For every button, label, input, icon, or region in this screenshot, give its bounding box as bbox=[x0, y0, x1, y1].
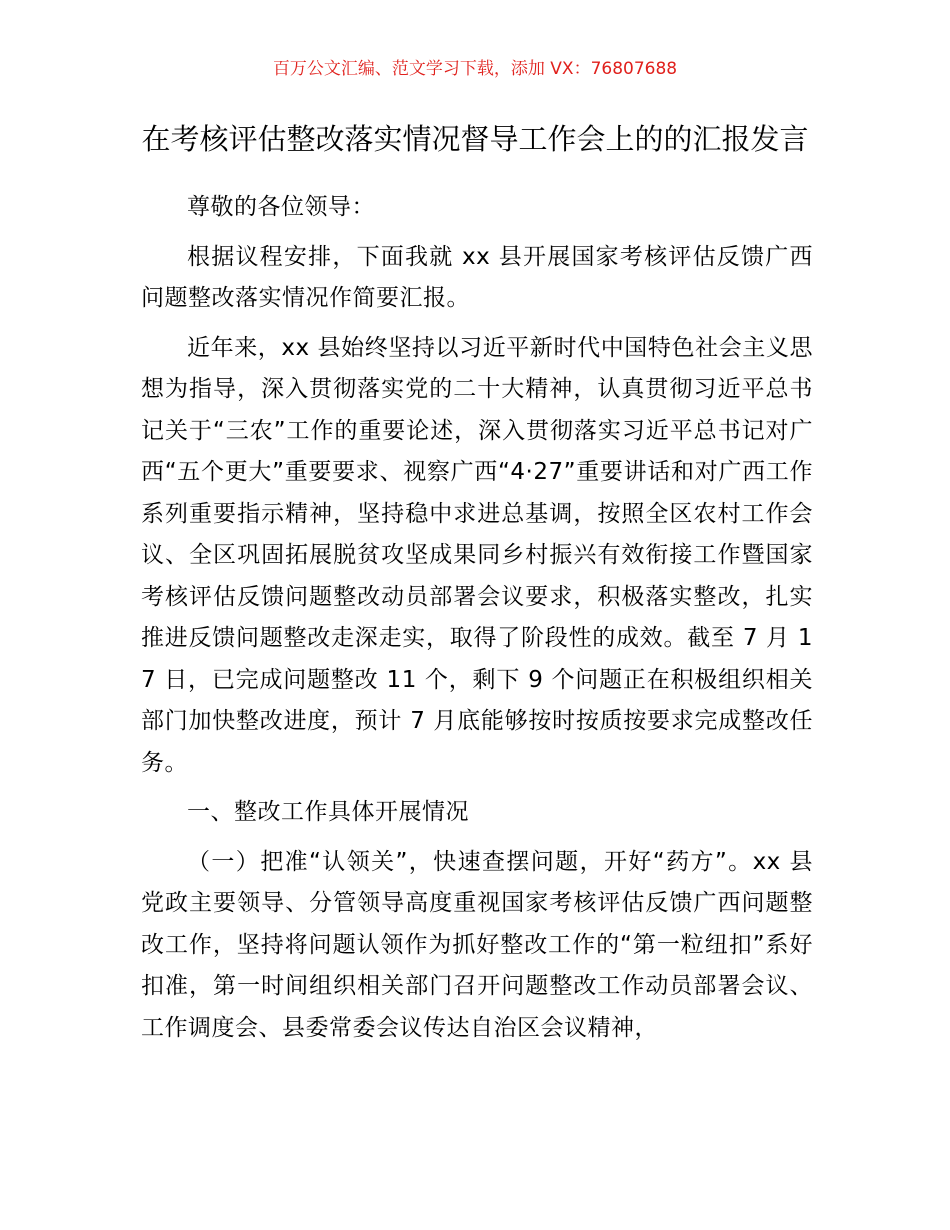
document-body bbox=[141, 187, 813, 1057]
intro-paragraph: 根据议程安排，下面我就 xx 县开展国家考核评估反馈广西问题整改落实情况作简要汇报。 bbox=[141, 243, 813, 311]
section-heading-1: 一、整改工作具体开展情况 bbox=[187, 799, 469, 825]
document-title: 在考核评估整改落实情况督导工作会上的的汇报发言 bbox=[141, 122, 809, 156]
header-promo-note: 百万公文汇编、范文学习下载，添加 VX：76807688 bbox=[272, 59, 678, 79]
background-paragraph: 近年来，xx 县始终坚持以习近平新时代中国特色社会主义思想为指导，深入贯彻落实党的二十大精神，认真贯彻习近平总书记关于“三农”工作的重要论述，深入贯彻落实习近平总书记对广西“五个更大”重要要求、视察广西“4·27”重要讲话和对广西工作系列重要指示精神，坚持稳中求进总基调，按照全区农村工作会议、全区巩固拓展脱贫攻坚成果同乡村振兴有效衔接工作暨国家考核评估反馈问题整改动员部署会议要求，积极落实整改，扎实推进反馈问题整改走深走实，取得了阶段性的成效。截至 7 月 17 日，已完成问题整改 11 个，剩下 9 个问题正在积极组织相关部门加快整改进度，预计 7 月底能够按时按质按要求完成整改任务。 bbox=[141, 334, 813, 776]
subsection-paragraph-1: （一）把准“认领关”，快速查摆问题，开好“药方”。xx 县党政主要领导、分管领导高度重视国家考核评估反馈广西问题整改工作，坚持将问题认领作为抓好整改工作的“第一粒纽扣”系好扣准，第一时间组织相关部门召开问题整改工作动员部署会议、工作调度会、县委常委会议传达自治区会议精神， bbox=[141, 848, 813, 1041]
salutation-paragraph: 尊敬的各位领导： bbox=[187, 194, 375, 220]
